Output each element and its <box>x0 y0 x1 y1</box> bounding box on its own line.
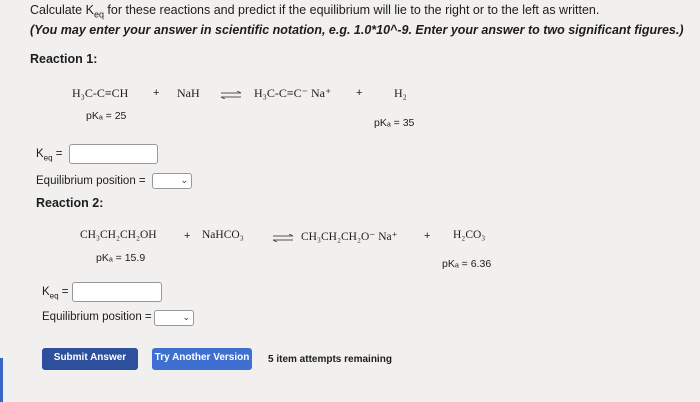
reaction2-position-label: Equilibrium position = <box>42 311 152 323</box>
reaction1-product1: H₃C-C≡C⁻ Na⁺ <box>254 86 332 100</box>
question-line-1 <box>30 3 599 20</box>
reaction2-pka-right: pKₐ = 6.36 <box>442 258 492 270</box>
submit-answer-button[interactable]: Submit Answer <box>42 348 138 370</box>
reaction1-plus1: + <box>153 87 160 99</box>
reaction1-position-label: Equilibrium position = <box>36 175 146 187</box>
reaction1-title: Reaction 1: <box>30 52 98 66</box>
attempts-remaining: 5 item attempts remaining <box>268 354 392 365</box>
chevron-down-icon: ⌄ <box>180 175 188 185</box>
question-keq-sub: eq <box>93 9 104 20</box>
chevron-down-icon: ⌄ <box>182 312 190 322</box>
reaction2-pka-left: pKₐ = 15.9 <box>96 252 146 264</box>
equilibrium-arrows-icon <box>220 91 242 99</box>
question-prefix: Calculate K <box>30 3 94 17</box>
reaction2-reactant2: NaHCO₃ <box>202 229 244 241</box>
reaction2-product1: CH₃CH₂CH₂O⁻ Na⁺ <box>301 231 398 243</box>
question-suffix: for these reactions and predict if the equilibrium will lie to the right or to the left as written. <box>103 3 600 17</box>
reaction1-pka-right: pKₐ = 35 <box>374 117 415 129</box>
reaction2-position-select[interactable] <box>154 310 194 326</box>
try-another-version-button[interactable]: Try Another Version <box>152 348 252 370</box>
reaction1-keq-input[interactable] <box>69 144 158 164</box>
equilibrium-arrows-icon <box>272 234 294 242</box>
reaction2-reactant1: CH₃CH₂CH₂OH <box>80 229 157 241</box>
reaction1-position-select[interactable] <box>152 173 192 189</box>
reaction1-keq-label: $K_{eq}$ = <box>36 148 63 163</box>
reaction1-plus2: + <box>356 87 363 99</box>
question-line-2: (You may enter your answer in scientific notation, e.g. 1.0*10^-9. Enter your answer to two significant figures.) <box>30 23 684 37</box>
reaction1-product2: H₂ <box>394 86 407 100</box>
reaction1-pka-left: pKₐ = 25 <box>86 110 127 122</box>
reaction1-reactant1: H₃C-C≡CH <box>72 86 129 100</box>
reaction2-plus1: + <box>184 230 191 242</box>
reaction2-plus2: + <box>424 230 431 242</box>
reaction2-title: Reaction 2: <box>36 196 104 210</box>
reaction2-keq-label: $K_{eq}$ = <box>42 286 69 301</box>
reaction2-keq-input[interactable] <box>72 282 162 302</box>
left-accent-bar <box>0 358 3 402</box>
reaction2-product2: H₂CO₃ <box>453 229 486 241</box>
reaction1-reactant2: NaH <box>177 86 200 100</box>
